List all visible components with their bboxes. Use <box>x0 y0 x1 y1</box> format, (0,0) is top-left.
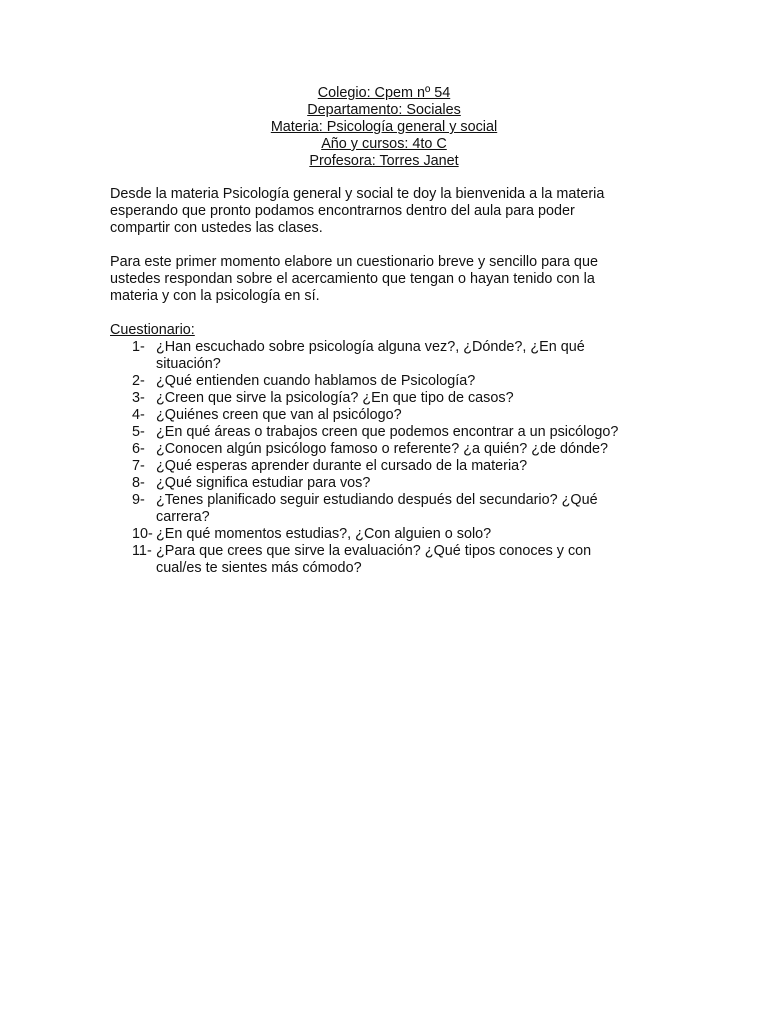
question-text: situación? <box>156 356 221 372</box>
question-number: 7- <box>132 458 145 474</box>
question-item <box>110 543 690 577</box>
question-number: 11- <box>132 543 152 559</box>
course-line: Año y cursos: 4to C <box>321 136 447 152</box>
question-text: ¿Creen que sirve la psicología? ¿En que tipo de casos? <box>156 390 514 406</box>
question-item <box>110 339 690 373</box>
document-header <box>0 85 768 170</box>
intro-line: compartir con ustedes las clases. <box>110 220 323 236</box>
question-number: 2- <box>132 373 145 389</box>
instructions-line: materia y con la psicología en sí. <box>110 288 320 304</box>
question-item <box>110 492 690 526</box>
question-item <box>110 424 690 441</box>
subject-line: Materia: Psicología general y social <box>270 119 498 135</box>
question-number: 3- <box>132 390 145 406</box>
question-item <box>110 407 690 424</box>
question-text: ¿Han escuchado sobre psicología alguna vez?, ¿Dónde?, ¿En qué <box>156 339 585 355</box>
instructions-paragraph <box>110 254 670 305</box>
question-text: ¿Qué esperas aprender durante el cursado de la materia? <box>156 458 528 474</box>
question-item <box>110 458 690 475</box>
question-number: 8- <box>132 475 145 491</box>
question-text: ¿Para que crees que sirve la evaluación? ¿Qué tipos conoces y con <box>156 543 592 559</box>
question-item <box>110 526 690 543</box>
questionnaire-title: Cuestionario: <box>110 322 195 338</box>
department-line: Departamento: Sociales <box>307 102 461 118</box>
question-number: 5- <box>132 424 145 440</box>
question-text: cual/es te sientes más cómodo? <box>156 560 362 576</box>
question-number: 10- <box>132 526 153 542</box>
question-item <box>110 373 690 390</box>
question-text: ¿Quiénes creen que van al psicólogo? <box>156 407 402 423</box>
question-item <box>110 441 690 458</box>
question-text: ¿En qué momentos estudias?, ¿Con alguien o solo? <box>156 526 492 542</box>
question-item <box>110 390 690 407</box>
question-number: 6- <box>132 441 145 457</box>
question-text: carrera? <box>156 509 210 525</box>
intro-line: Desde la materia Psicología general y social te doy la bienvenida a la materia <box>110 186 605 202</box>
instructions-line: ustedes respondan sobre el acercamiento que tengan o hayan tenido con la <box>110 271 595 287</box>
school-line: Colegio: Cpem nº 54 <box>317 85 451 101</box>
intro-paragraph <box>110 186 670 237</box>
questionnaire-list <box>110 339 690 577</box>
intro-line: esperando que pronto podamos encontrarnos dentro del aula para poder <box>110 203 575 219</box>
question-text: ¿En qué áreas o trabajos creen que podemos encontrar a un psicólogo? <box>156 424 619 440</box>
question-number: 4- <box>132 407 145 423</box>
question-number: 1- <box>132 339 145 355</box>
question-item <box>110 475 690 492</box>
teacher-line: Profesora: Torres Janet <box>309 153 459 169</box>
question-number: 9- <box>132 492 145 508</box>
instructions-line: Para este primer momento elabore un cuestionario breve y sencillo para que <box>110 254 598 270</box>
question-text: ¿Tenes planificado seguir estudiando después del secundario? ¿Qué <box>156 492 598 508</box>
question-text: ¿Qué significa estudiar para vos? <box>156 475 371 491</box>
question-text: ¿Qué entienden cuando hablamos de Psicología? <box>156 373 476 389</box>
question-text: ¿Conocen algún psicólogo famoso o referente? ¿a quién? ¿de dónde? <box>156 441 609 457</box>
